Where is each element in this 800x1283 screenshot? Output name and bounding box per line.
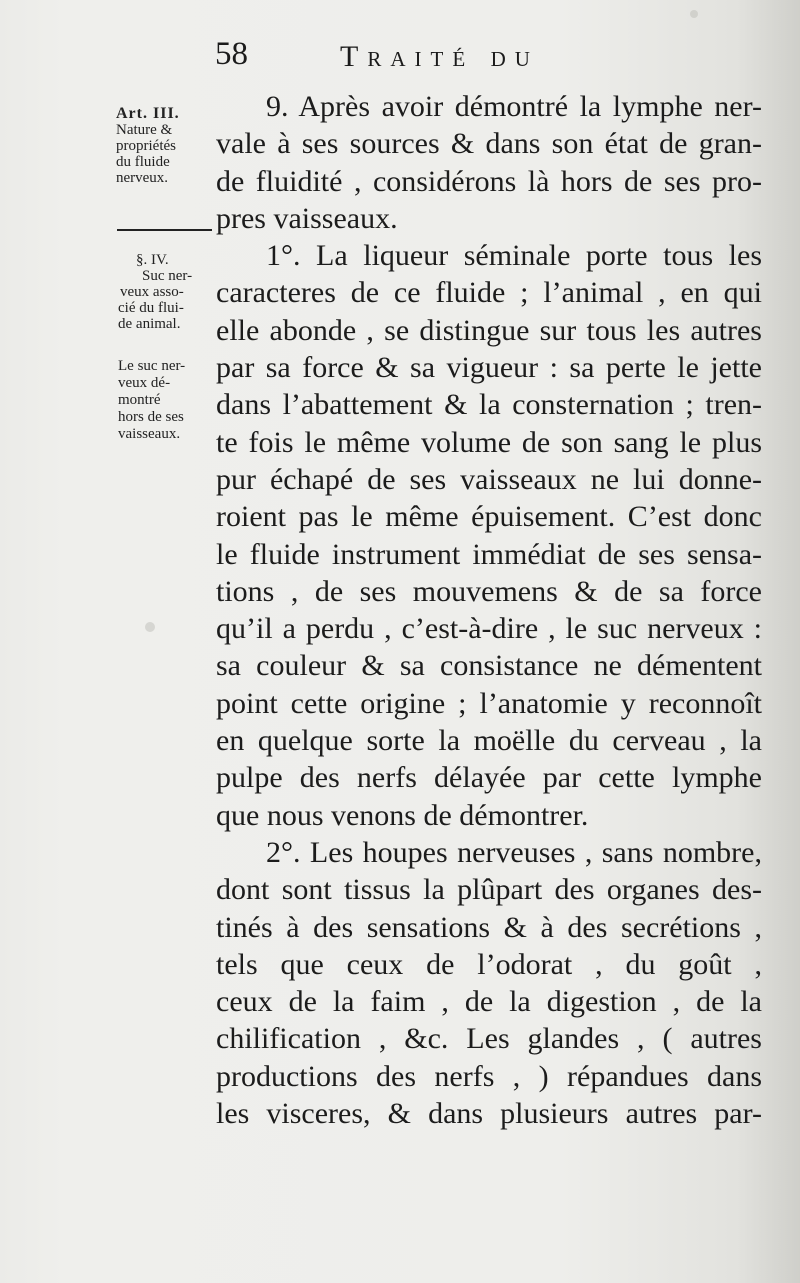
body-text bbox=[216, 88, 762, 1132]
sidenote-demonstration bbox=[100, 358, 218, 443]
text-line: tions , de ses mouvemens & de sa force bbox=[216, 574, 762, 608]
text-line: pur échapé de ses vaisseaux ne lui donne- bbox=[216, 462, 762, 496]
text-line: point cette origine ; l’anatomie y reconnoît bbox=[216, 686, 762, 720]
sidenote-line: propriétés bbox=[116, 138, 176, 154]
sidenote-line: vaisseaux. bbox=[118, 426, 181, 442]
text-line: productions des nerfs , ) répandues dans bbox=[216, 1059, 762, 1093]
text-line: les visceres, & dans plusieurs autres par- bbox=[216, 1097, 762, 1131]
sidenote-line: cié du flui- bbox=[118, 300, 184, 316]
sidenote-line: Art. III. bbox=[116, 105, 180, 122]
sidenote-divider bbox=[117, 229, 212, 231]
text-line: roient pas le même épuisement. C’est donc bbox=[216, 500, 762, 534]
text-line: chilification , &c. Les glandes , ( autres bbox=[216, 1022, 762, 1056]
text-line: qu’il a perdu , c’est-à-dire , le suc nerveux : bbox=[216, 612, 762, 646]
text-line: vale à ses sources & dans son état de gran- bbox=[216, 127, 762, 161]
sidenote-line: nerveux. bbox=[116, 170, 169, 186]
text-line: caracteres de ce fluide ; l’animal , en qui bbox=[216, 276, 762, 310]
text-line: 9. Après avoir démontré la lymphe ner- bbox=[266, 90, 762, 123]
page-number: 58 bbox=[215, 36, 248, 72]
sidenote-line: du fluide bbox=[116, 154, 170, 170]
sidenote-line: hors de ses bbox=[118, 409, 184, 425]
text-line: tinés à des sensations & à des secrétions , bbox=[216, 910, 762, 944]
text-line: que nous venons de démontrer. bbox=[216, 798, 589, 832]
text-line: dont sont tissus la plûpart des organes des- bbox=[216, 873, 762, 907]
text-line: te fois le même volume de son sang le plus bbox=[216, 425, 762, 459]
text-line: 2°. Les houpes nerveuses , sans nombre, bbox=[266, 835, 762, 869]
running-title: Traité du bbox=[340, 40, 539, 73]
sidenote-article bbox=[100, 106, 218, 186]
text-line: de fluidité , considérons là hors de ses pro- bbox=[216, 164, 762, 198]
sidenote-line: veux asso- bbox=[120, 284, 184, 300]
sidenote-line: veux dé- bbox=[118, 375, 171, 391]
sidenote-line: Nature & bbox=[116, 122, 173, 138]
sidenote-line: de animal. bbox=[118, 316, 181, 332]
text-line: en quelque sorte la moëlle du cerveau , la bbox=[216, 724, 762, 758]
text-line: le fluide instrument immédiat de ses sensa- bbox=[216, 537, 762, 571]
sidenote-line: §. IV. bbox=[136, 252, 169, 268]
sidenote-line: montré bbox=[118, 392, 161, 408]
paper-spot bbox=[690, 10, 698, 18]
text-line: dans l’abattement & la consternation ; tren- bbox=[216, 388, 762, 422]
text-line: tels que ceux de l’odorat , du goût , bbox=[216, 947, 762, 981]
text-line: ceux de la faim , de la digestion , de la bbox=[216, 985, 762, 1019]
paper-spot bbox=[145, 622, 155, 632]
text-line: par sa force & sa vigueur : sa perte le jette bbox=[216, 351, 762, 385]
page-header bbox=[205, 34, 635, 84]
text-line: pres vaisseaux. bbox=[216, 201, 398, 235]
sidenote-line: Suc ner- bbox=[142, 268, 193, 284]
text-line: 1°. La liqueur séminale porte tous les bbox=[266, 239, 762, 273]
sidenote-section bbox=[100, 252, 218, 332]
text-line: pulpe des nerfs délayée par cette lymphe bbox=[216, 761, 762, 795]
sidenote-line: Le suc ner- bbox=[118, 358, 186, 374]
text-line: sa couleur & sa consistance ne démentent bbox=[216, 649, 762, 683]
text-line: elle abonde , se distingue sur tous les autres bbox=[216, 313, 762, 347]
